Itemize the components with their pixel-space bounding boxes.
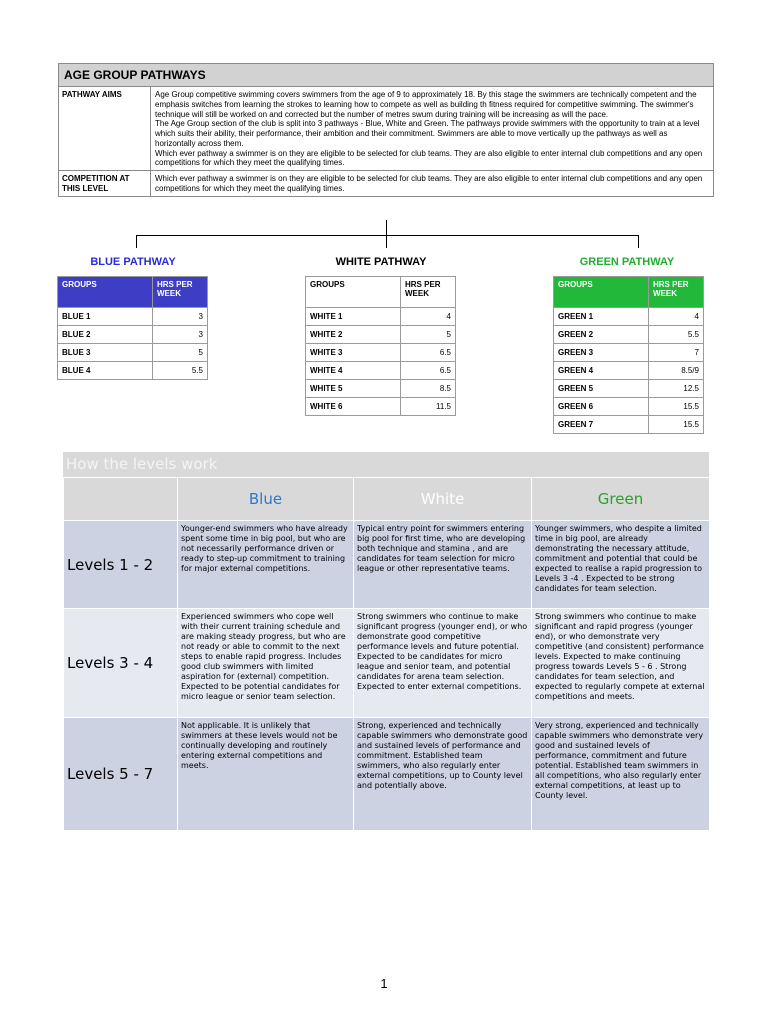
table-row bbox=[554, 326, 704, 344]
competition-text bbox=[151, 171, 713, 196]
connector-vertical-right bbox=[638, 235, 639, 248]
table-row bbox=[306, 380, 456, 398]
aims-paragraph: The Age Group section of the club is split into 3 pathways - Blue, White and Green. The pathways provide swimmers with the opportunity to train at a level which suits their ability, their performance, their ambition and their commitment. Swimmers are able to move vertically up the pathways as well as horizontally across them. bbox=[155, 119, 700, 148]
levels-title: How the levels work bbox=[63, 452, 709, 477]
level-label: Levels 3 - 4 bbox=[64, 609, 178, 718]
column-header-blue: Blue bbox=[178, 478, 354, 521]
hours-per-week: 15.5 bbox=[649, 398, 704, 416]
green-pathway-table bbox=[553, 276, 704, 434]
table-header-row bbox=[306, 277, 456, 308]
page-number: 1 bbox=[380, 976, 388, 991]
hours-per-week: 12.5 bbox=[649, 380, 704, 398]
table-row bbox=[64, 718, 710, 831]
hours-per-week: 4 bbox=[401, 308, 456, 326]
aims-title: AGE GROUP PATHWAYS bbox=[59, 64, 713, 87]
connector-vertical-center bbox=[386, 220, 387, 248]
column-header-green: Green bbox=[532, 478, 710, 521]
connector-horizontal bbox=[136, 235, 639, 236]
white-pathway-heading: WHITE PATHWAY bbox=[335, 256, 427, 268]
hours-per-week: 8.5 bbox=[401, 380, 456, 398]
group-name: WHITE 2 bbox=[306, 326, 401, 344]
blue-pathway-heading: BLUE PATHWAY bbox=[90, 256, 176, 268]
table-row bbox=[58, 308, 208, 326]
hours-per-week: 5 bbox=[401, 326, 456, 344]
table-row bbox=[58, 326, 208, 344]
table-row bbox=[306, 344, 456, 362]
aims-paragraph: Age Group competitive swimming covers swimmers from the age of 9 to approximately 18. By this stage the swimmers are technically competent and the emphasis switches from learning the strokes to learning how to compete as well as building th fitness required for competitive swimming. The swimmer's technique will still be worked on and corrected but the number of metres swum during training will be increasing as will the pace. bbox=[155, 90, 697, 119]
hours-per-week: 4 bbox=[649, 308, 704, 326]
pathway-aims-label: PATHWAY AIMS bbox=[59, 87, 151, 170]
group-name: GREEN 6 bbox=[554, 398, 649, 416]
group-name: WHITE 5 bbox=[306, 380, 401, 398]
group-name: GREEN 3 bbox=[554, 344, 649, 362]
pathway-aims-text bbox=[151, 87, 713, 170]
hours-per-week: 7 bbox=[649, 344, 704, 362]
group-name: GREEN 1 bbox=[554, 308, 649, 326]
levels-header-empty bbox=[64, 478, 178, 521]
table-row bbox=[306, 326, 456, 344]
white-description: Typical entry point for swimmers entering big pool for first time, who are developing both technique and stamina , and are candidates for team selection for micro league or other representative teams. bbox=[354, 521, 532, 609]
level-label: Levels 1 - 2 bbox=[64, 521, 178, 609]
table-row bbox=[554, 416, 704, 434]
group-name: BLUE 4 bbox=[58, 362, 153, 380]
aims-paragraph: Which ever pathway a swimmer is on they are eligible to be selected for club teams. They are also eligible to enter internal club competitions and any open competitions for which they meet the qualifying times. bbox=[155, 148, 703, 168]
group-name: BLUE 3 bbox=[58, 344, 153, 362]
hours-per-week: 5.5 bbox=[649, 326, 704, 344]
pathway-aims-row bbox=[59, 87, 713, 171]
groups-header: GROUPS bbox=[58, 277, 153, 308]
hrs-header: HRS PER WEEK bbox=[649, 277, 704, 308]
table-row bbox=[554, 344, 704, 362]
white-description: Strong, experienced and technically capable swimmers who demonstrate good and sustained levels of performance and commitment. Established team swimmers, who also regularly enter external competitions, up to County level and potentially above. bbox=[354, 718, 532, 831]
hours-per-week: 15.5 bbox=[649, 416, 704, 434]
blue-description: Not applicable. It is unlikely that swimmers at these levels would not be continually developing and routinely entering external competitions and meets. bbox=[178, 718, 354, 831]
table-row bbox=[554, 380, 704, 398]
hours-per-week: 3 bbox=[153, 326, 208, 344]
group-name: WHITE 1 bbox=[306, 308, 401, 326]
green-pathway-heading: GREEN PATHWAY bbox=[579, 256, 675, 268]
table-row bbox=[554, 308, 704, 326]
group-name: BLUE 2 bbox=[58, 326, 153, 344]
table-row bbox=[306, 398, 456, 416]
white-description: Strong swimmers who continue to make significant progress (younger end), or who demonstrate good competitive performance levels and future potential. Expected to be candidates for micro league and senior team, and potential candidates for arena team selection. Expected to enter external competitions. bbox=[354, 609, 532, 718]
white-pathway-table bbox=[305, 276, 456, 416]
group-name: GREEN 5 bbox=[554, 380, 649, 398]
hours-per-week: 5 bbox=[153, 344, 208, 362]
levels-table bbox=[63, 452, 709, 831]
groups-header: GROUPS bbox=[554, 277, 649, 308]
hours-per-week: 11.5 bbox=[401, 398, 456, 416]
hrs-header: HRS PER WEEK bbox=[401, 277, 456, 308]
table-row bbox=[306, 362, 456, 380]
table-row bbox=[58, 362, 208, 380]
column-header-white: White bbox=[354, 478, 532, 521]
levels-header-row bbox=[64, 478, 710, 521]
table-row bbox=[64, 609, 710, 718]
green-description: Younger swimmers, who despite a limited time in big pool, are already demonstrating the necessary attitude, commitment and potential that could be expected to realise a rapid progression to Levels 3 -4 . Expected to be strong candidates for team selection. bbox=[532, 521, 710, 609]
blue-description: Younger-end swimmers who have already spent some time in big pool, but who are not necessarily performance driven or ready to step-up commitment to training for major external competitions. bbox=[178, 521, 354, 609]
group-name: GREEN 2 bbox=[554, 326, 649, 344]
competition-paragraph: Which ever pathway a swimmer is on they are eligible to be selected for club teams. They are also eligible to enter internal club competitions and any open competitions for which they meet the qualifying times. bbox=[155, 174, 703, 193]
groups-header: GROUPS bbox=[306, 277, 401, 308]
table-header-row bbox=[58, 277, 208, 308]
hrs-header: HRS PER WEEK bbox=[153, 277, 208, 308]
group-name: WHITE 6 bbox=[306, 398, 401, 416]
hours-per-week: 5.5 bbox=[153, 362, 208, 380]
group-name: GREEN 4 bbox=[554, 362, 649, 380]
hours-per-week: 3 bbox=[153, 308, 208, 326]
hours-per-week: 6.5 bbox=[401, 344, 456, 362]
competition-row bbox=[59, 171, 713, 196]
table-row bbox=[58, 344, 208, 362]
hours-per-week: 8.5/9 bbox=[649, 362, 704, 380]
hours-per-week: 6.5 bbox=[401, 362, 456, 380]
table-header-row bbox=[554, 277, 704, 308]
table-row bbox=[64, 521, 710, 609]
group-name: WHITE 3 bbox=[306, 344, 401, 362]
green-description: Strong swimmers who continue to make significant and rapid progress (younger end), or who demonstrate very competitive (and consistent) performance levels. Expected to make continuing progress towards Levels 5 - 6 . Strong candidates for team selection, and expected to regularly compete at external competitions and meets. bbox=[532, 609, 710, 718]
group-name: GREEN 7 bbox=[554, 416, 649, 434]
group-name: BLUE 1 bbox=[58, 308, 153, 326]
level-label: Levels 5 - 7 bbox=[64, 718, 178, 831]
blue-description: Experienced swimmers who cope well with their current training schedule and are making steady progress, but who are not ready or able to commit to the next steps to enable rapid progress. Includes good club swimmers with limited aspiration for (external) competition. Expected to be potential candidates for micro league or senior team selection. bbox=[178, 609, 354, 718]
table-row bbox=[554, 398, 704, 416]
pathway-aims-table bbox=[58, 63, 714, 197]
connector-vertical-left bbox=[136, 235, 137, 248]
competition-label: COMPETITION AT THIS LEVEL bbox=[59, 171, 151, 196]
table-row bbox=[554, 362, 704, 380]
table-row bbox=[306, 308, 456, 326]
blue-pathway-table bbox=[57, 276, 208, 380]
group-name: WHITE 4 bbox=[306, 362, 401, 380]
green-description: Very strong, experienced and technically capable swimmers who demonstrate very good and sustained levels of performance, commitment and future potential. Established team swimmers in all competitions, who also regularly enter external competitions, at least up to County level. bbox=[532, 718, 710, 831]
